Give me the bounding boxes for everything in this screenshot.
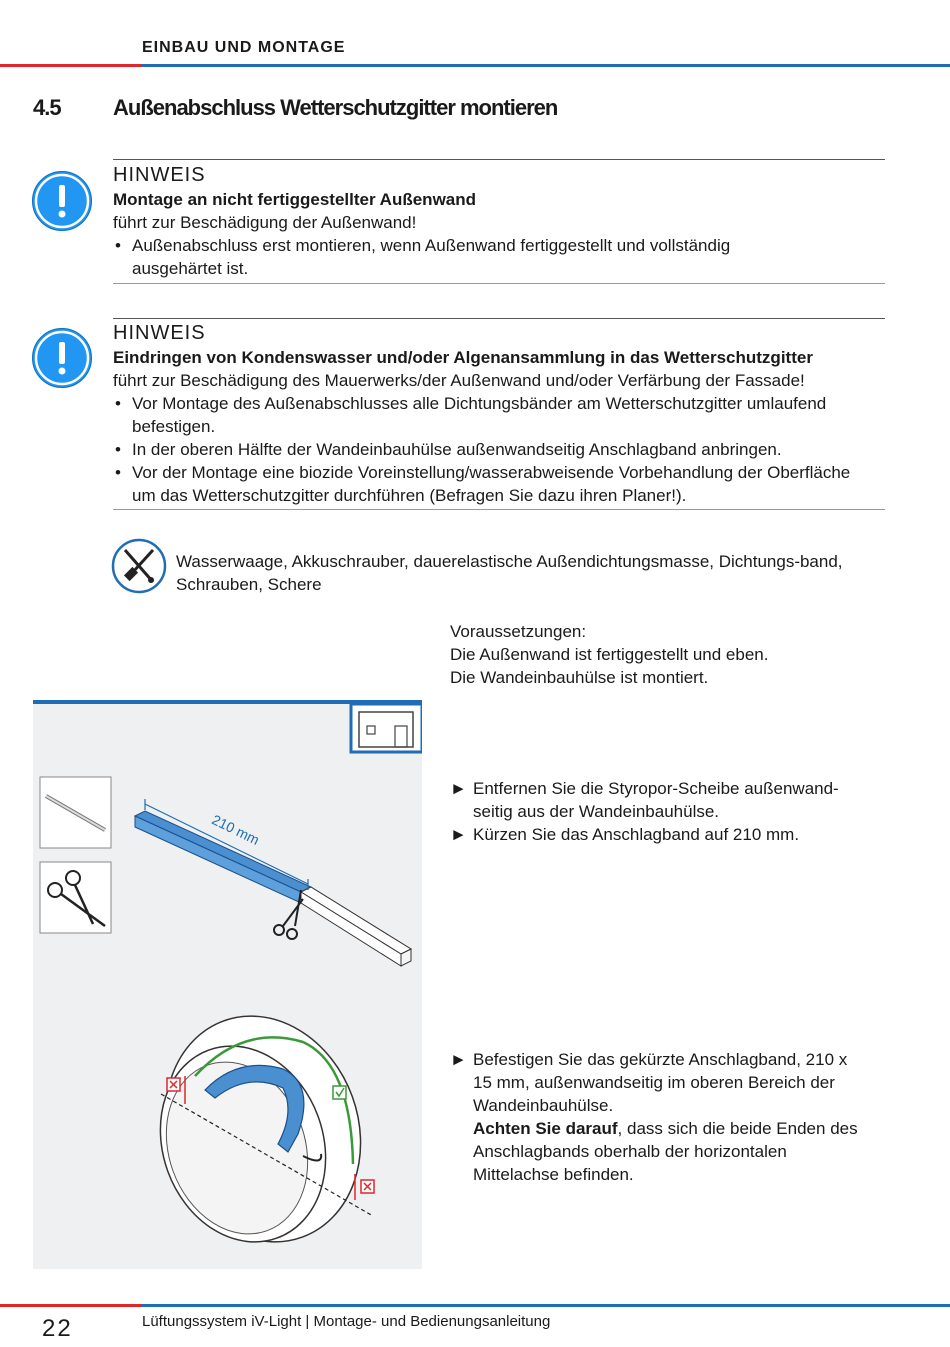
tools-icon <box>111 538 167 594</box>
hint-top-rule <box>113 318 885 319</box>
info-icon <box>32 328 92 388</box>
prerequisites-label: Voraussetzungen: <box>450 622 587 641</box>
hint-consequence: führt zur Beschädigung des Mauerwerks/der Außenwand und/oder Verfärbung der Fassade! <box>113 371 805 390</box>
prerequisites <box>450 620 768 689</box>
hint-title: Eindringen von Kondenswasser und/oder Algenansammlung in das Wetterschutzgitter <box>113 348 813 367</box>
step-item <box>450 777 870 823</box>
hint-bottom-rule <box>113 509 885 510</box>
tools-list: Wasserwaage, Akkuschrauber, dauerelastische Außendichtungsmasse, Dichtungs-band, Schrauben, Schere <box>176 552 843 594</box>
prerequisite-item: Die Außenwand ist fertiggestellt und eben. <box>450 645 769 664</box>
dimension-label: 210 mm <box>209 811 262 848</box>
hint-label: HINWEIS <box>113 164 206 186</box>
scissors-thumbnail-icon <box>40 862 111 933</box>
section-number: 4.5 <box>33 95 61 120</box>
hint-bullet: • Vor der Montage eine biozide Voreinstellung/wasserabweisende Vorbehandlung der Oberfläche um das Wetterschutzgitter durchführen (Befragen Sie dazu ihren Planer!). <box>113 461 862 507</box>
footer-rule-red <box>0 1304 142 1307</box>
step-item <box>450 1048 870 1186</box>
step-text: Befestigen Sie das gekürzte Anschlagband, 210 x 15 mm, außenwandseitig im oberen Bereich der Wandeinbauhülse. <box>473 1050 848 1115</box>
step-list <box>450 1048 870 1186</box>
page-number: 22 <box>42 1315 73 1342</box>
header-rule-red <box>0 64 142 67</box>
step-emphasis: Achten Sie darauf <box>473 1119 618 1138</box>
hint-label: HINWEIS <box>113 322 206 344</box>
hint-top-rule <box>113 159 885 160</box>
sealing-strip <box>135 799 411 966</box>
hint-bottom-rule <box>113 283 885 284</box>
hint-body <box>113 188 883 280</box>
illustration-panel <box>33 704 422 1269</box>
hint-title: Montage an nicht fertiggestellter Außenwand <box>113 190 477 209</box>
footer-title: Lüftungssystem iV-Light | Montage- und Bedienungsanleitung <box>142 1313 551 1330</box>
hint-bullet: • In der oberen Hälfte der Wandeinbauhülse außenwandseitig Anschlagband anbringen. <box>113 438 883 461</box>
hint-bullet: • Außenabschluss erst montieren, wenn Außenwand fertiggestellt und vollständig ausgehärtet ist. <box>113 234 792 280</box>
chapter-title: EINBAU UND MONTAGE <box>142 39 346 56</box>
house-icon <box>351 704 422 752</box>
step-item <box>450 823 870 846</box>
arrow-icon: ► <box>450 825 467 844</box>
section-title: Außenabschluss Wetterschutzgitter montieren <box>113 95 558 120</box>
hint-bullet: • Vor Montage des Außenabschlusses alle Dichtungsbänder am Wetterschutzgitter umlaufend befestigen. <box>113 392 883 438</box>
arrow-icon: ► <box>450 779 467 798</box>
step-text: Entfernen Sie die Styropor-Scheibe außenwand-seitig aus der Wandeinbauhülse. <box>473 779 839 821</box>
hint-body <box>113 346 883 507</box>
info-icon <box>32 171 92 231</box>
hint-consequence: führt zur Beschädigung der Außenwand! <box>113 213 417 232</box>
wall-sleeve-ring <box>134 988 392 1269</box>
step-text: , dass sich die beide Enden des Anschlagbands oberhalb der horizontalen Mittelachse befinden. <box>473 1119 858 1184</box>
step-list <box>450 777 870 846</box>
band-thumbnail-icon <box>40 777 111 848</box>
step-text: Kürzen Sie das Anschlagband auf 210 mm. <box>473 825 800 844</box>
arrow-icon: ► <box>450 1050 467 1069</box>
footer-rule-blue <box>142 1304 950 1307</box>
header-rule-blue <box>142 64 950 67</box>
prerequisite-item: Die Wandeinbauhülse ist montiert. <box>450 668 709 687</box>
